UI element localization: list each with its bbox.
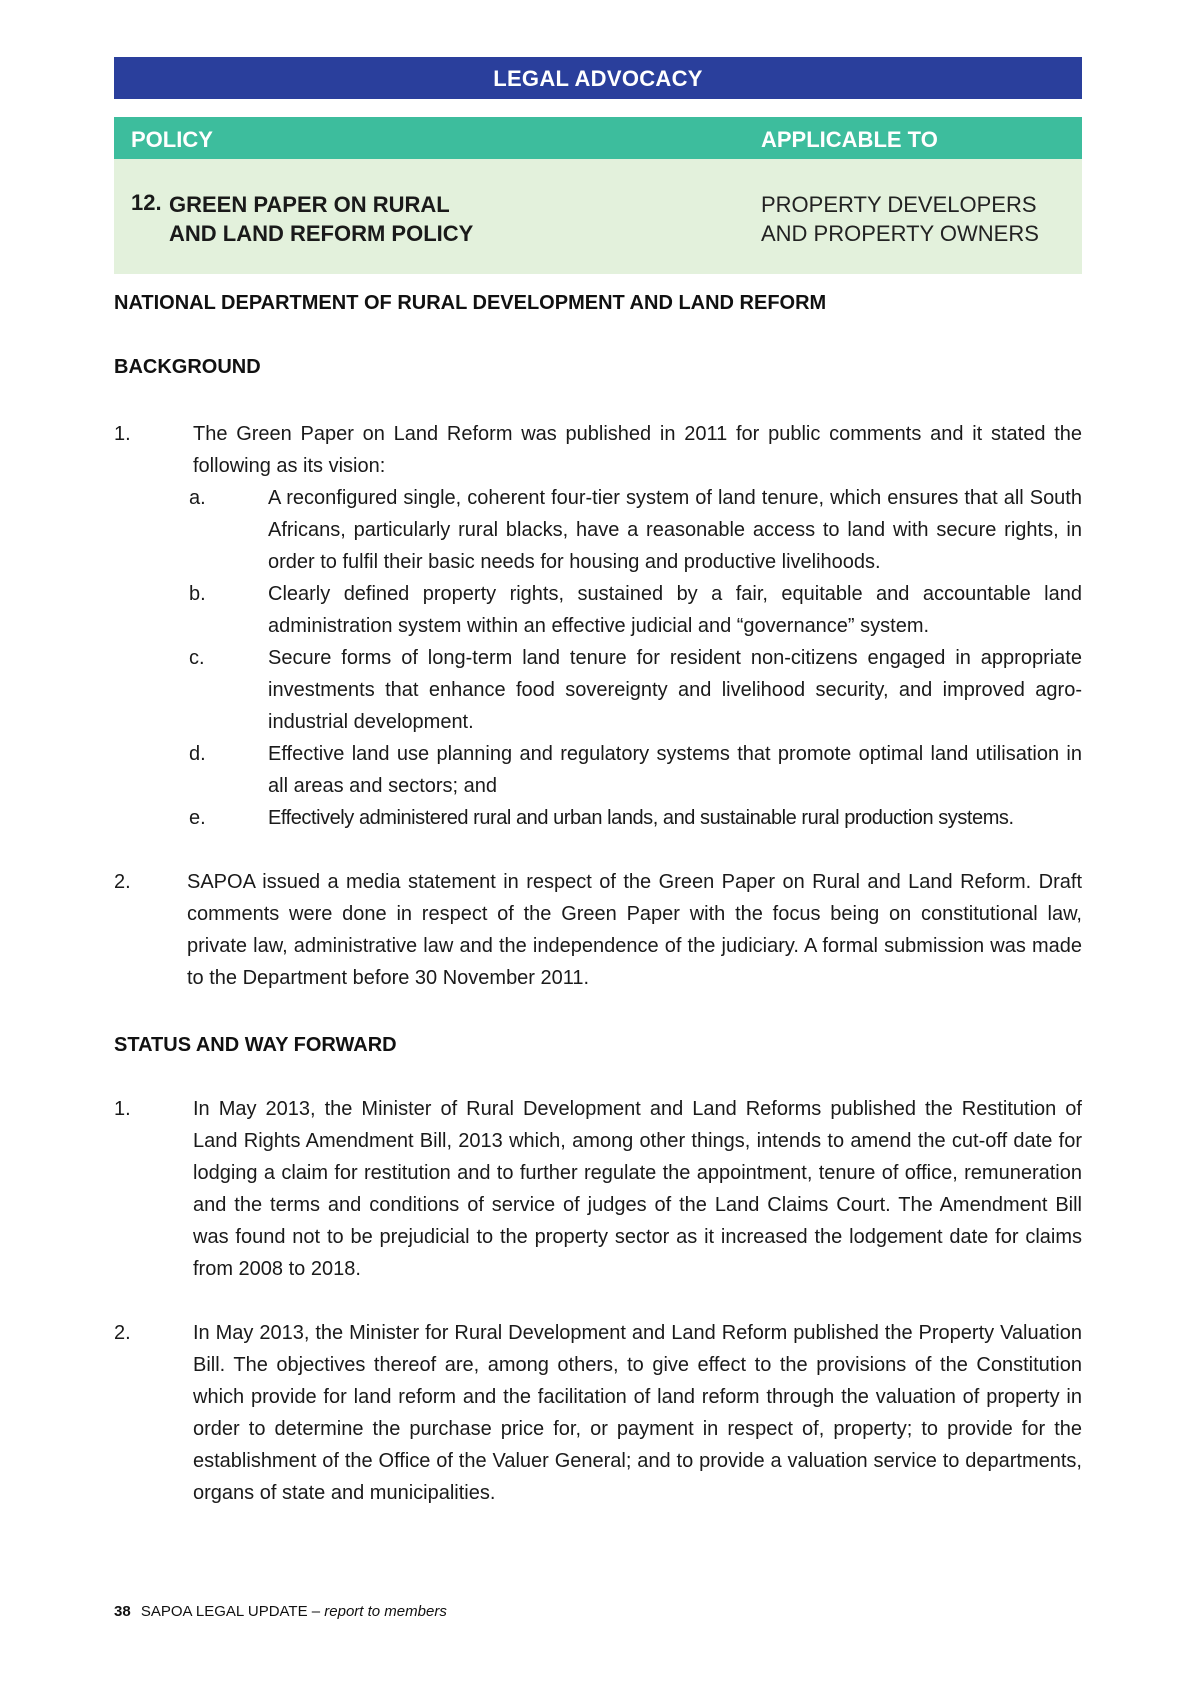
item-number: 2. — [114, 1322, 131, 1344]
policy-title-line: GREEN PAPER ON RURAL — [169, 192, 450, 217]
policy-table-header — [114, 117, 1082, 159]
publication-name: SAPOA LEGAL UPDATE – — [140, 1603, 321, 1620]
applicable-line: AND PROPERTY OWNERS — [761, 221, 1039, 246]
item-text: SAPOA issued a media statement in respect of the Green Paper on Rural and Land Reform. Draft comments were done in respect of the Green Paper with the focus being on constitutional law, private law, administrative law and the independence of the judiciary. A formal submission was made to the Department before 30 November 2011. — [187, 871, 1082, 989]
subitem-label: d. — [189, 743, 206, 765]
applicable-to-value — [761, 190, 1081, 248]
item-number: 1. — [114, 1098, 131, 1120]
policy-column-header: POLICY — [131, 127, 213, 152]
policy-table-row — [114, 159, 1082, 274]
department-heading: NATIONAL DEPARTMENT OF RURAL DEVELOPMENT AND LAND REFORM — [114, 292, 827, 314]
section-banner: LEGAL ADVOCACY — [114, 57, 1082, 99]
subitem-label: c. — [189, 647, 205, 669]
item-text: In May 2013, the Minister of Rural Development and Land Reforms published the Restitution of Land Rights Amendment Bill, 2013 which, among other things, intends to amend the cut-off date for lodging a claim for restitution and to further regulate the appointment, tenure of office, remuneration and the terms and conditions of service of judges of the Land Claims Court. The Amendment Bill was found not to be prejudicial to the property sector as it increased the lodgement date for claims from 2008 to 2018. — [193, 1098, 1082, 1280]
page-number: 38 — [114, 1603, 131, 1620]
policy-title-line: AND LAND REFORM POLICY — [169, 221, 474, 246]
subitem-text: Effectively administered rural and urban lands, and sustainable rural production systems. — [268, 807, 1014, 829]
policy-title — [169, 190, 569, 248]
item-number: 2. — [114, 871, 131, 893]
status-heading: STATUS AND WAY FORWARD — [114, 1034, 397, 1056]
applicable-line: PROPERTY DEVELOPERS — [761, 192, 1037, 217]
item-number: 1. — [114, 423, 131, 445]
subitem-label: e. — [189, 807, 206, 829]
subitem-text: Clearly defined property rights, sustained by a fair, equitable and accountable land administration system within an effective judicial and “governance” system. — [268, 583, 1082, 637]
background-heading: BACKGROUND — [114, 356, 261, 378]
policy-number: 12. — [131, 190, 162, 215]
applicable-column-header: APPLICABLE TO — [761, 127, 938, 152]
subitem-label: a. — [189, 487, 206, 509]
item-text: The Green Paper on Land Reform was published in 2011 for public comments and it stated the following as its vision: — [193, 423, 1082, 477]
subitem-label: b. — [189, 583, 206, 605]
publication-subtitle: report to members — [324, 1603, 447, 1620]
subitem-text: Effective land use planning and regulatory systems that promote optimal land utilisation in all areas and sectors; and — [268, 743, 1082, 797]
item-text: In May 2013, the Minister for Rural Development and Land Reform published the Property Valuation Bill. The objectives thereof are, among others, to give effect to the provisions of the Constitution which provide for land reform and the facilitation of land reform through the valuation of property in order to determine the purchase price for, or payment in respect of, property; to provide for the establishment of the Office of the Valuer General; and to provide a valuation service to departments, organs of state and municipalities. — [193, 1322, 1082, 1504]
subitem-text: Secure forms of long-term land tenure for resident non-citizens engaged in appropriate investments that enhance food sovereignty and livelihood security, and improved agro-industrial development. — [268, 647, 1082, 733]
page-footer — [114, 1603, 447, 1620]
subitem-text: A reconfigured single, coherent four-tier system of land tenure, which ensures that all South Africans, particularly rural blacks, have a reasonable access to land with secure rights, in order to fulfil their basic needs for housing and productive livelihoods. — [268, 487, 1082, 573]
